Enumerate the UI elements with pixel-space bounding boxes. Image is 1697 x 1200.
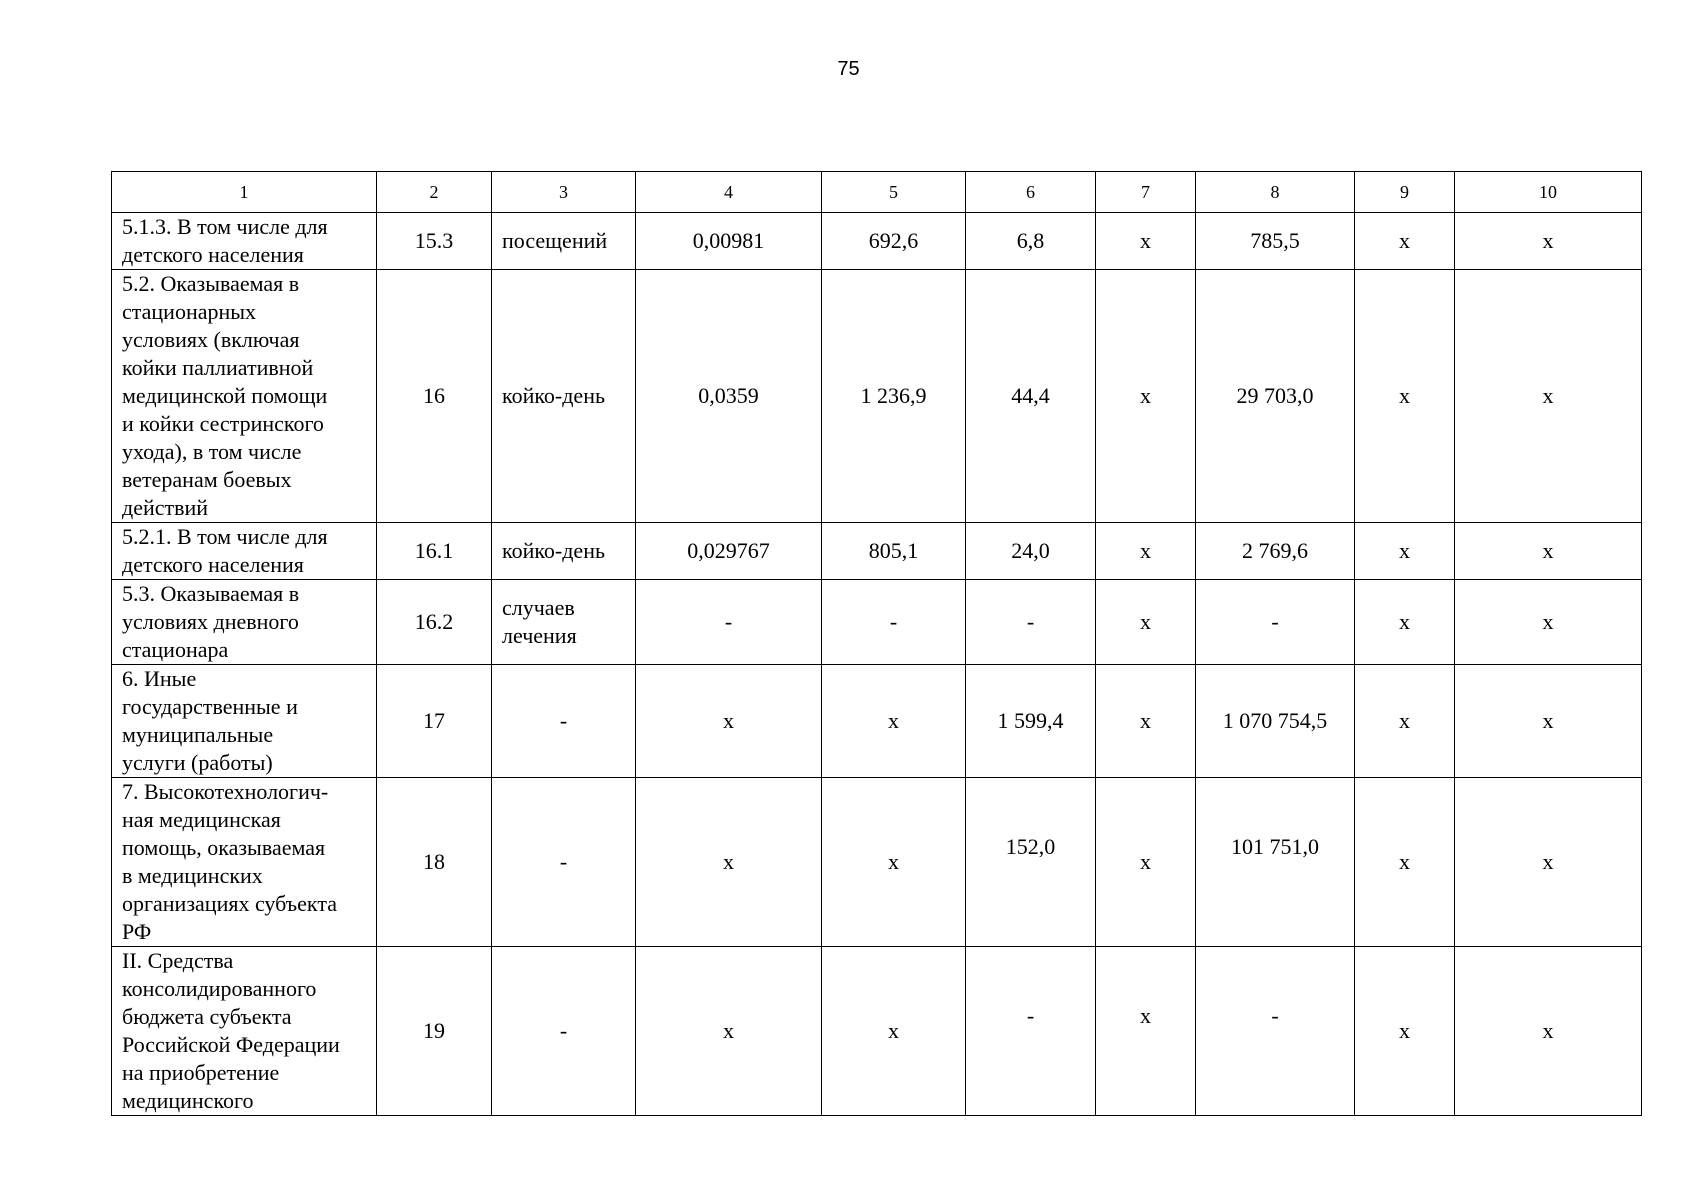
column-header: 7 bbox=[1096, 172, 1196, 213]
row-code: 16 bbox=[377, 270, 492, 523]
cell-col6: 152,0 bbox=[966, 778, 1096, 947]
column-header: 8 bbox=[1196, 172, 1355, 213]
column-header: 4 bbox=[636, 172, 822, 213]
table-row bbox=[112, 947, 1642, 1116]
column-number-row bbox=[112, 172, 1642, 213]
row-label: 5.2. Оказываемая в стационарных условиях (включая койки паллиативной медицинской помощи и койки сестринского ухода), в том числе ветеранам боевых действий bbox=[112, 270, 377, 523]
cell-col8: 2 769,6 bbox=[1196, 523, 1355, 580]
row-label: II. Средства консолидированного бюджета субъекта Российской Федерации на приобретение медицинского bbox=[112, 947, 377, 1116]
cell-col8: 29 703,0 bbox=[1196, 270, 1355, 523]
cell-col7: х bbox=[1096, 778, 1196, 947]
cell-col4: х bbox=[636, 665, 822, 778]
column-header: 6 bbox=[966, 172, 1096, 213]
cell-col10: х bbox=[1455, 778, 1642, 947]
cell-col8: 1 070 754,5 bbox=[1196, 665, 1355, 778]
cell-col6: 24,0 bbox=[966, 523, 1096, 580]
row-code: 19 bbox=[377, 947, 492, 1116]
row-label: 5.2.1. В том числе для детского населения bbox=[112, 523, 377, 580]
cell-col7: х bbox=[1096, 665, 1196, 778]
cell-col4: 0,029767 bbox=[636, 523, 822, 580]
row-label: 5.1.3. В том числе для детского населения bbox=[112, 213, 377, 270]
row-label: 5.3. Оказываемая в условиях дневного стационара bbox=[112, 580, 377, 665]
cell-col8: - bbox=[1196, 580, 1355, 665]
table-row bbox=[112, 580, 1642, 665]
cell-col6: - bbox=[966, 580, 1096, 665]
table-row bbox=[112, 213, 1642, 270]
cell-col5: х bbox=[822, 947, 966, 1116]
cell-col5: - bbox=[822, 580, 966, 665]
table-row bbox=[112, 523, 1642, 580]
row-label: 7. Высокотехнологич- ная медицинская помощь, оказываемая в медицинских организациях субъекта РФ bbox=[112, 778, 377, 947]
cell-col9: х bbox=[1355, 213, 1455, 270]
cell-col6: - bbox=[966, 947, 1096, 1116]
cell-col4: 0,0359 bbox=[636, 270, 822, 523]
row-unit: койко-день bbox=[492, 270, 636, 523]
cell-col10: х bbox=[1455, 523, 1642, 580]
cell-col8: 785,5 bbox=[1196, 213, 1355, 270]
row-unit: - bbox=[492, 947, 636, 1116]
cell-col10: х bbox=[1455, 213, 1642, 270]
cell-col7: х bbox=[1096, 270, 1196, 523]
table-row bbox=[112, 778, 1642, 947]
cell-col5: х bbox=[822, 778, 966, 947]
row-code: 17 bbox=[377, 665, 492, 778]
cell-col7: х bbox=[1096, 523, 1196, 580]
cell-col10: х bbox=[1455, 947, 1642, 1116]
table-row bbox=[112, 270, 1642, 523]
row-label: 6. Иные государственные и муниципальные услуги (работы) bbox=[112, 665, 377, 778]
cell-col6: 44,4 bbox=[966, 270, 1096, 523]
cell-col9: х bbox=[1355, 778, 1455, 947]
row-code: 18 bbox=[377, 778, 492, 947]
cell-col5: х bbox=[822, 665, 966, 778]
row-code: 16.1 bbox=[377, 523, 492, 580]
row-unit: посещений bbox=[492, 213, 636, 270]
cell-col9: х bbox=[1355, 523, 1455, 580]
row-code: 16.2 bbox=[377, 580, 492, 665]
column-header: 3 bbox=[492, 172, 636, 213]
cell-col4: х bbox=[636, 947, 822, 1116]
row-unit: койко-день bbox=[492, 523, 636, 580]
cell-col10: х bbox=[1455, 270, 1642, 523]
row-unit: - bbox=[492, 778, 636, 947]
page-number: 75 bbox=[837, 58, 860, 80]
cell-col9: х bbox=[1355, 580, 1455, 665]
cell-col9: х bbox=[1355, 270, 1455, 523]
row-unit: случаев лечения bbox=[492, 580, 636, 665]
table-row bbox=[112, 665, 1642, 778]
cell-col9: х bbox=[1355, 665, 1455, 778]
column-header: 9 bbox=[1355, 172, 1455, 213]
cell-col7: х bbox=[1096, 580, 1196, 665]
cell-col6: 1 599,4 bbox=[966, 665, 1096, 778]
cell-col5: 1 236,9 bbox=[822, 270, 966, 523]
cell-col6: 6,8 bbox=[966, 213, 1096, 270]
cell-col8: - bbox=[1196, 947, 1355, 1116]
cell-col4: х bbox=[636, 778, 822, 947]
data-table bbox=[111, 171, 1642, 1116]
cell-col10: х bbox=[1455, 665, 1642, 778]
row-code: 15.3 bbox=[377, 213, 492, 270]
column-header: 2 bbox=[377, 172, 492, 213]
cell-col4: - bbox=[636, 580, 822, 665]
cell-col7: х bbox=[1096, 213, 1196, 270]
column-header: 10 bbox=[1455, 172, 1642, 213]
row-unit: - bbox=[492, 665, 636, 778]
cell-col9: х bbox=[1355, 947, 1455, 1116]
cell-col5: 805,1 bbox=[822, 523, 966, 580]
cell-col8: 101 751,0 bbox=[1196, 778, 1355, 947]
cell-col7: х bbox=[1096, 947, 1196, 1116]
column-header: 1 bbox=[112, 172, 377, 213]
cell-col10: х bbox=[1455, 580, 1642, 665]
cell-col4: 0,00981 bbox=[636, 213, 822, 270]
column-header: 5 bbox=[822, 172, 966, 213]
cell-col5: 692,6 bbox=[822, 213, 966, 270]
